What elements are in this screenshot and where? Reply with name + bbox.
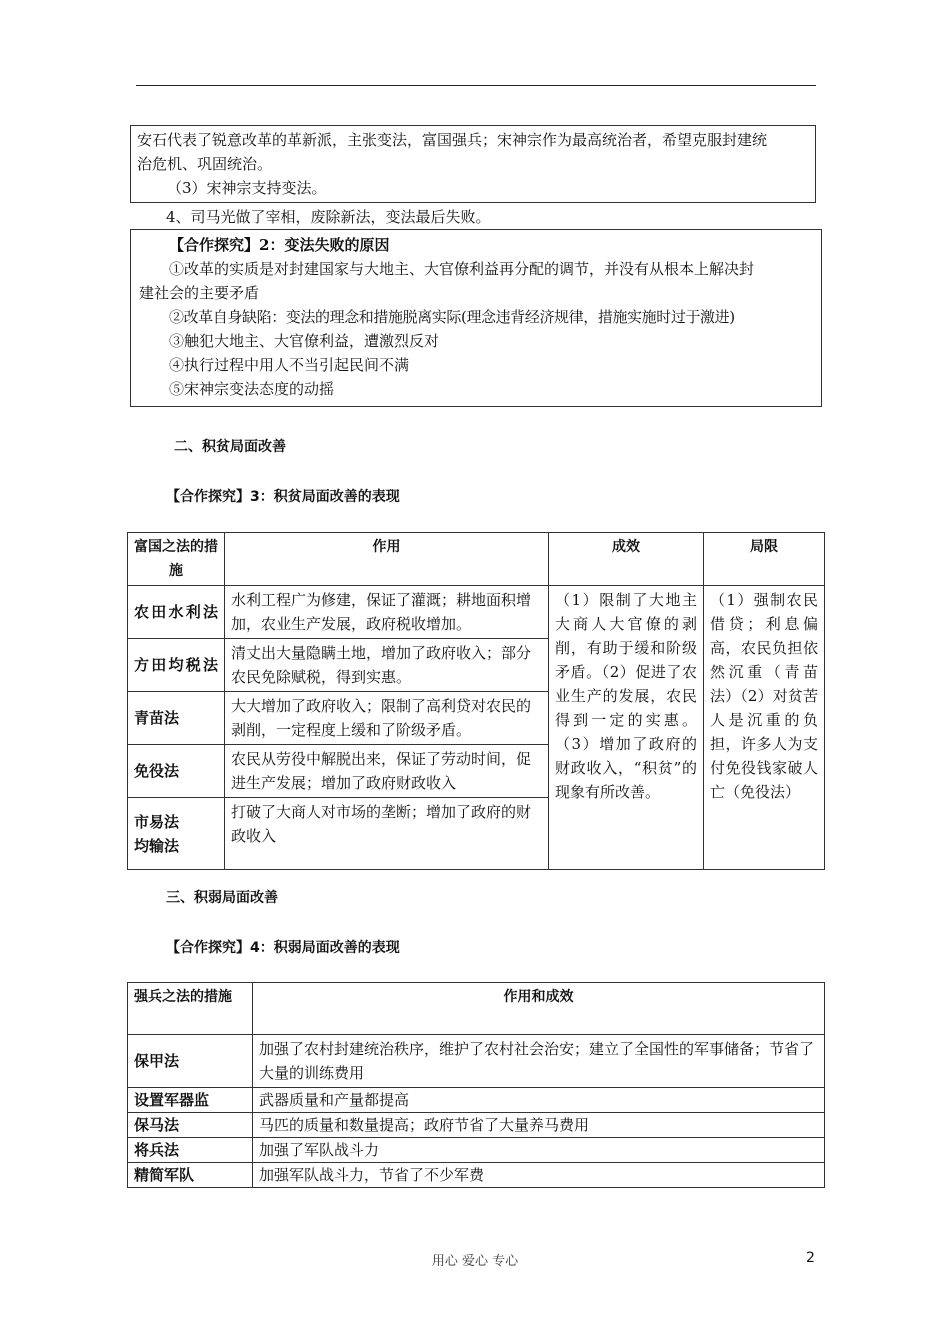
page-number: 2 [806, 1250, 815, 1266]
measure-effect: 清丈出大量隐瞒土地，增加了政府收入；部分农民免除赋税，得到实惠。 [225, 639, 549, 692]
header-effect: 作用 [225, 533, 549, 586]
box1-line1: 安石代表了锐意改革的革新派，主张变法，富国强兵；宋神宗作为最高统治者，希望克服封建统 [137, 131, 768, 149]
table-header-row [128, 983, 825, 1035]
measure-name: 市易法 均输法 [128, 798, 225, 870]
table-row [128, 1163, 825, 1188]
explore4-heading: 【合作探究】4：积弱局面改善的表现 [166, 940, 400, 956]
explore2-item: ④执行过程中用人不当引起民间不满 [169, 356, 410, 374]
header-measures: 富国之法的措施 [128, 533, 225, 586]
page-footer: 用心 爱心 专心 [431, 1254, 519, 1269]
measure-effect: 加强军队战斗力，节省了不少军费 [253, 1163, 825, 1188]
measure-name: 青苗法 [128, 692, 225, 745]
measure-name: 免役法 [128, 745, 225, 798]
continuation-box [130, 125, 816, 203]
header-rule [136, 85, 816, 86]
measure-name: 保甲法 [128, 1035, 253, 1088]
point-4: 4、司马光做了宰相，废除新法，变法最后失败。 [166, 208, 491, 226]
explore3-heading: 【合作探究】3：积贫局面改善的表现 [166, 489, 400, 505]
table-row [128, 586, 825, 639]
measure-name: 设置军器监 [128, 1088, 253, 1113]
explore-box-2 [130, 229, 822, 407]
measure-effect: 武器质量和产量都提高 [253, 1088, 825, 1113]
header-measures: 强兵之法的措施 [128, 983, 253, 1035]
limit-cell: （1）强制农民借贷；利息偏高，农民负担依然沉重（青苗法）（2）对贫苦人是沉重的负担，许多人为支付免役钱家破人亡（免役法） [704, 586, 825, 870]
explore2-item: 建社会的主要矛盾 [139, 284, 260, 302]
measure-effect: 水利工程广为修建，保证了灌溉；耕地面积增加，农业生产发展，政府税收增加。 [225, 586, 549, 639]
measure-name: 农田水利法 [128, 586, 225, 639]
explore2-item: ②改革自身缺陷：变法的理念和措施脱离实际(理念违背经济规律，措施实施时过于激进) [169, 308, 735, 326]
box1-line3: （3）宋神宗支持变法。 [167, 179, 327, 197]
measure-name: 方田均税法 [128, 639, 225, 692]
explore2-item: ③触犯大地主、大官僚利益，遭激烈反对 [169, 332, 440, 350]
table-row [128, 1138, 825, 1163]
header-result: 成效 [549, 533, 704, 586]
measure-effect: 马匹的质量和数量提高；政府节省了大量养马费用 [253, 1113, 825, 1138]
table-row [128, 1113, 825, 1138]
table-row [128, 1035, 825, 1088]
measure-effect: 加强了农村封建统治秩序，维护了农村社会治安；建立了全国性的军事储备；节省了大量的训练费用 [253, 1035, 825, 1088]
section-heading-3: 三、积弱局面改善 [166, 890, 278, 906]
table-row [128, 1088, 825, 1113]
box1-line2: 治危机、巩固统治。 [137, 155, 273, 173]
measure-name: 保马法 [128, 1113, 253, 1138]
section-heading-2: 二、积贫局面改善 [174, 439, 286, 455]
table-fuguo [127, 532, 825, 870]
measure-name: 将兵法 [128, 1138, 253, 1163]
measure-effect: 大大增加了政府收入；限制了高利贷对农民的剥削，一定程度上缓和了阶级矛盾。 [225, 692, 549, 745]
measure-name: 精简军队 [128, 1163, 253, 1188]
measure-effect: 农民从劳役中解脱出来，保证了劳动时间，促进生产发展；增加了政府财政收入 [225, 745, 549, 798]
table-qiangbing [127, 982, 825, 1188]
explore2-item: ⑤宋神宗变法态度的动摇 [169, 380, 335, 398]
header-effect: 作用和成效 [253, 983, 825, 1035]
measure-effect: 打破了大商人对市场的垄断；增加了政府的财政收入 [225, 798, 549, 870]
result-cell: （1）限制了大地主大商人大官僚的剥削，有助于缓和阶级矛盾。（2）促进了农业生产的发展，农民得到一定的实惠。（3）增加了政府的财政收入，“积贫”的现象有所改善。 [549, 586, 704, 870]
measure-effect: 加强了军队战斗力 [253, 1138, 825, 1163]
table-header-row [128, 533, 825, 586]
explore2-title: 【合作探究】2：变法失败的原因 [169, 236, 390, 254]
explore2-item: ①改革的实质是对封建国家与大地主、大官僚利益再分配的调节，并没有从根本上解决封 [169, 260, 755, 278]
header-limit: 局限 [704, 533, 825, 586]
